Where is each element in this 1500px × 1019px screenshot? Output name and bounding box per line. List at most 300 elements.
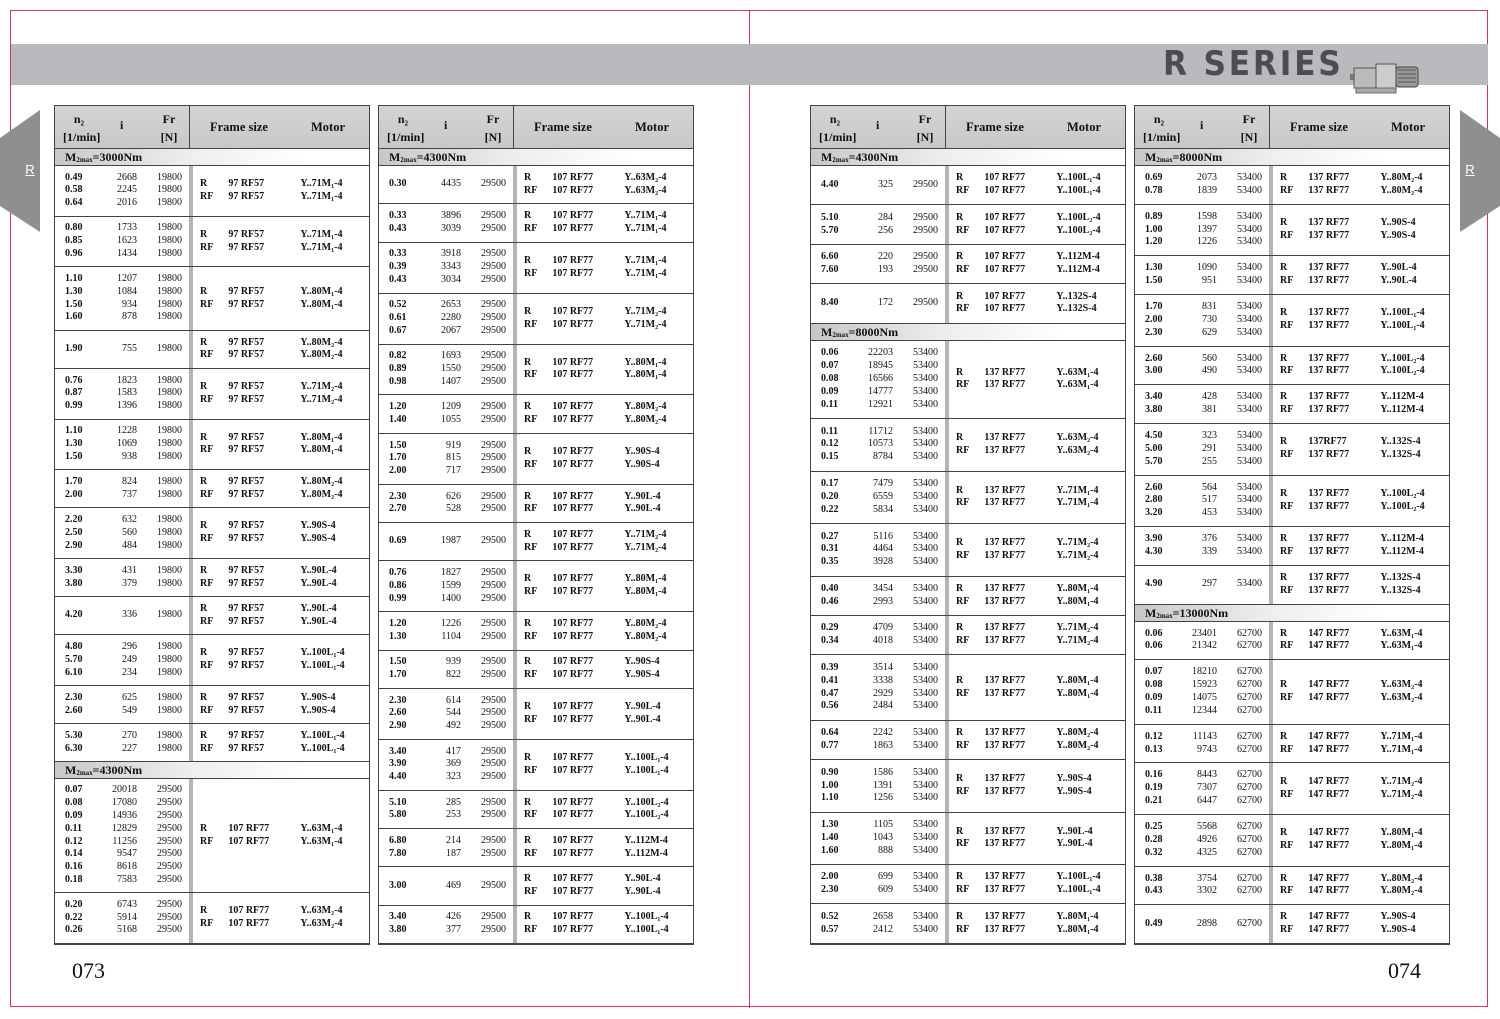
motor-type: Y..100L₁-4 bbox=[1056, 871, 1101, 883]
frame-cell bbox=[945, 760, 1125, 811]
force-value: 19800 bbox=[157, 514, 182, 526]
n2-value: 1.10 bbox=[65, 273, 83, 285]
table-row bbox=[1135, 578, 1269, 591]
force-value: 29500 bbox=[481, 535, 506, 547]
frame-size: 147 RF77 bbox=[1308, 885, 1350, 897]
frame-line bbox=[1273, 185, 1449, 198]
ratio-value: 490 bbox=[1202, 365, 1217, 377]
force-value: 62700 bbox=[1237, 769, 1262, 781]
frame-line bbox=[1273, 628, 1449, 641]
frame-cell bbox=[513, 906, 693, 943]
mount-type: RF bbox=[956, 444, 970, 456]
ratio-value: 5834 bbox=[873, 503, 893, 515]
n2-value: 0.41 bbox=[821, 674, 839, 686]
motor-type: Y..80M₂-4 bbox=[300, 488, 343, 500]
frame-line bbox=[517, 631, 693, 644]
ratio-cell bbox=[811, 284, 945, 322]
force-value: 29500 bbox=[481, 834, 506, 846]
ratio-cell bbox=[1135, 256, 1269, 294]
mount-type: R bbox=[956, 871, 964, 883]
frame-cell bbox=[945, 205, 1125, 243]
force-value: 53400 bbox=[913, 372, 938, 384]
table-row-group bbox=[1135, 385, 1449, 424]
n2-value: 0.12 bbox=[821, 438, 839, 450]
ratio-cell bbox=[811, 577, 945, 615]
mount-type: R bbox=[956, 674, 964, 686]
frame-line bbox=[1273, 217, 1449, 230]
table-row-group bbox=[811, 865, 1125, 904]
motor-type: Y..71M₂-4 bbox=[1380, 775, 1423, 787]
frame-line bbox=[517, 503, 693, 516]
table-row bbox=[379, 210, 513, 223]
ratio-value: 2929 bbox=[873, 687, 893, 699]
motor-type: Y..71M₂-4 bbox=[624, 318, 667, 330]
subscript: 2max bbox=[1156, 611, 1173, 620]
ratio-value: 831 bbox=[1202, 301, 1217, 313]
motor-type: Y..80M₂-4 bbox=[624, 618, 667, 630]
frame-line bbox=[1273, 262, 1449, 275]
table-row bbox=[811, 911, 945, 924]
force-value: 29500 bbox=[481, 656, 506, 668]
motor-type: Y..112M-4 bbox=[1380, 545, 1424, 557]
n2-value: 6.60 bbox=[821, 251, 839, 263]
col-fr-label: Fr bbox=[1242, 112, 1256, 126]
force-value: 19800 bbox=[157, 247, 182, 259]
table-row-group bbox=[1135, 166, 1449, 205]
table-row bbox=[379, 631, 513, 644]
table-row bbox=[1135, 692, 1269, 705]
table-row bbox=[379, 178, 513, 191]
table-row bbox=[379, 911, 513, 924]
table-row bbox=[1135, 430, 1269, 443]
force-value: 53400 bbox=[913, 871, 938, 883]
mount-type: RF bbox=[956, 884, 970, 896]
motor-type: Y..112M-4 bbox=[1380, 404, 1424, 416]
force-value: 29500 bbox=[481, 312, 506, 324]
frame-cell bbox=[1269, 205, 1449, 256]
frame-size: 147 RF77 bbox=[1308, 730, 1350, 742]
ratio-cell bbox=[1135, 166, 1269, 204]
table-row bbox=[1135, 494, 1269, 507]
frame-cell bbox=[1269, 385, 1449, 423]
table-row bbox=[1135, 834, 1269, 847]
mount-type: R bbox=[200, 380, 208, 392]
force-value: 29500 bbox=[157, 810, 182, 822]
force-value: 19800 bbox=[157, 526, 182, 538]
header-divider bbox=[513, 106, 514, 148]
frame-line bbox=[1273, 885, 1449, 898]
motor-type: Y..80M₁-4 bbox=[1056, 674, 1099, 686]
force-value: 53400 bbox=[1237, 172, 1262, 184]
frame-cell bbox=[513, 485, 693, 522]
ratio-value: 1207 bbox=[117, 273, 137, 285]
force-value: 29500 bbox=[481, 503, 506, 515]
force-value: 53400 bbox=[913, 635, 938, 647]
force-value: 29500 bbox=[481, 879, 506, 891]
ratio-value: 1043 bbox=[873, 831, 893, 843]
motor-type: Y..63M₂-4 bbox=[624, 184, 667, 196]
force-value: 29500 bbox=[157, 822, 182, 834]
n2-value: 0.20 bbox=[821, 490, 839, 502]
frame-line bbox=[949, 251, 1125, 264]
motor-type: Y..90S-4 bbox=[624, 458, 660, 470]
frame-line bbox=[193, 394, 369, 407]
frame-size: 107 RF77 bbox=[984, 211, 1026, 223]
frame-line bbox=[193, 660, 369, 673]
table-row bbox=[1135, 769, 1269, 782]
frame-line bbox=[949, 225, 1125, 238]
table-row bbox=[379, 758, 513, 771]
force-value: 62700 bbox=[1237, 833, 1262, 845]
ratio-value: 7307 bbox=[1197, 782, 1217, 794]
frame-line bbox=[949, 924, 1125, 937]
n2-value: 0.21 bbox=[1145, 795, 1163, 807]
force-value: 29500 bbox=[481, 452, 506, 464]
table-row-group bbox=[55, 559, 369, 597]
table-row bbox=[811, 884, 945, 897]
n2-value: 0.64 bbox=[821, 727, 839, 739]
force-value: 53400 bbox=[913, 543, 938, 555]
force-value: 53400 bbox=[913, 739, 938, 751]
frame-size: 107 RF77 bbox=[552, 586, 594, 598]
frame-size: 107 RF77 bbox=[552, 458, 594, 470]
table-row bbox=[379, 325, 513, 338]
table-row-group bbox=[55, 779, 369, 893]
frame-size: 107 RF77 bbox=[552, 751, 594, 763]
mount-type: RF bbox=[956, 595, 970, 607]
frame-size: 107 RF77 bbox=[984, 303, 1026, 315]
mount-type: RF bbox=[956, 497, 970, 509]
force-value: 29500 bbox=[913, 178, 938, 190]
force-value: 53400 bbox=[1237, 481, 1262, 493]
n2-value: 5.10 bbox=[821, 211, 839, 223]
ratio-value: 888 bbox=[878, 844, 893, 856]
force-value: 29500 bbox=[481, 694, 506, 706]
mount-type: R bbox=[1280, 775, 1288, 787]
frame-size: 107 RF77 bbox=[552, 573, 594, 585]
ratio-value: 3039 bbox=[441, 222, 461, 234]
force-value: 62700 bbox=[1237, 885, 1262, 897]
n2-value: 0.96 bbox=[65, 247, 83, 259]
table-row bbox=[379, 401, 513, 414]
n2-value: 0.98 bbox=[389, 375, 407, 387]
ratio-cell bbox=[811, 524, 945, 575]
table-row bbox=[379, 491, 513, 504]
force-value: 53400 bbox=[913, 425, 938, 437]
frame-cell bbox=[1269, 347, 1449, 385]
table-row bbox=[1135, 404, 1269, 417]
motor-type: Y..100L₂-4 bbox=[1056, 211, 1101, 223]
n2-value: 1.30 bbox=[821, 819, 839, 831]
n2-value: 2.70 bbox=[389, 503, 407, 515]
frame-size: 107 RF77 bbox=[552, 528, 594, 540]
frame-size: 137 RF77 bbox=[984, 595, 1026, 607]
frame-size: 107 RF77 bbox=[552, 318, 594, 330]
frame-line bbox=[517, 255, 693, 268]
force-value: 19800 bbox=[157, 171, 182, 183]
ratio-cell bbox=[811, 904, 945, 942]
mount-type: RF bbox=[200, 742, 214, 754]
frame-line bbox=[949, 185, 1125, 198]
ratio-cell bbox=[1135, 566, 1269, 604]
motor-type: Y..112M-4 bbox=[624, 847, 668, 859]
ratio-value: 4709 bbox=[873, 622, 893, 634]
ratio-cell bbox=[55, 331, 189, 368]
force-value: 29500 bbox=[481, 210, 506, 222]
col-i-header: i bbox=[444, 118, 448, 132]
table-row bbox=[55, 514, 189, 527]
frame-cell bbox=[513, 395, 693, 432]
ratio-value: 815 bbox=[446, 452, 461, 464]
table-row bbox=[379, 312, 513, 325]
n2-value: 0.43 bbox=[1145, 885, 1163, 897]
frame-line bbox=[1273, 640, 1449, 653]
frame-size: 107 RF77 bbox=[552, 414, 594, 426]
frame-line bbox=[1273, 692, 1449, 705]
n2-value: 0.11 bbox=[65, 822, 82, 834]
ratio-value: 187 bbox=[446, 847, 461, 859]
frame-line bbox=[1273, 230, 1449, 243]
n2-value: 1.30 bbox=[1145, 262, 1163, 274]
force-value: 29500 bbox=[481, 630, 506, 642]
col-i-header: i bbox=[1200, 118, 1204, 132]
mount-type: RF bbox=[200, 533, 214, 545]
mount-type: RF bbox=[200, 393, 214, 405]
motor-type: Y..100L₂-4 bbox=[624, 809, 669, 821]
table-row bbox=[811, 212, 945, 225]
ratio-value: 4325 bbox=[1197, 846, 1217, 858]
force-value: 29500 bbox=[913, 224, 938, 236]
table-row bbox=[55, 400, 189, 413]
force-value: 62700 bbox=[1237, 782, 1262, 794]
force-value: 53400 bbox=[913, 360, 938, 372]
n2-value: 0.12 bbox=[65, 835, 83, 847]
n2-value: 0.47 bbox=[821, 687, 839, 699]
ratio-cell bbox=[1135, 725, 1269, 763]
mount-type: R bbox=[524, 701, 532, 712]
motor-type: Y..132S-4 bbox=[1056, 290, 1097, 302]
ratio-value: 417 bbox=[446, 745, 461, 757]
ratio-value: 1623 bbox=[117, 235, 137, 247]
force-value: 29500 bbox=[481, 439, 506, 451]
ratio-value: 3928 bbox=[873, 556, 893, 568]
force-value: 29500 bbox=[481, 324, 506, 336]
motor-type: Y..90L-4 bbox=[300, 564, 337, 576]
frame-size: 147 RF77 bbox=[1308, 788, 1350, 800]
ratio-value: 15923 bbox=[1192, 679, 1217, 691]
ratio-value: 5116 bbox=[873, 530, 893, 542]
frame-size: 147 RF77 bbox=[1308, 872, 1350, 884]
frame-cell bbox=[513, 345, 693, 395]
ratio-value: 3754 bbox=[1197, 872, 1217, 884]
ratio-value: 2898 bbox=[1197, 917, 1217, 929]
table-row bbox=[811, 556, 945, 569]
frame-cell bbox=[513, 867, 693, 904]
table-row bbox=[379, 223, 513, 236]
col-fr-header bbox=[915, 110, 935, 146]
ratio-value: 1863 bbox=[873, 739, 893, 751]
col-fr-header bbox=[483, 110, 503, 146]
ratio-value: 1407 bbox=[441, 375, 461, 387]
table-row bbox=[811, 635, 945, 648]
motor-type: Y..63M₁-4 bbox=[300, 822, 343, 834]
ratio-value: 336 bbox=[122, 609, 137, 621]
force-value: 29500 bbox=[481, 261, 506, 273]
mount-type: R bbox=[524, 210, 532, 222]
frame-size: 107 RF77 bbox=[984, 172, 1026, 184]
frame-size: 137 RF77 bbox=[1308, 184, 1350, 196]
mount-type: R bbox=[956, 825, 964, 837]
table-row-group bbox=[55, 217, 369, 268]
frame-line bbox=[517, 809, 693, 822]
ratio-value: 234 bbox=[122, 666, 137, 678]
table-row bbox=[379, 880, 513, 893]
table-row-group bbox=[811, 341, 1125, 420]
table-row-group bbox=[811, 904, 1125, 943]
force-value: 19800 bbox=[157, 342, 182, 354]
mount-type: R bbox=[524, 356, 532, 368]
motor-type: Y..90S-4 bbox=[624, 656, 660, 668]
ratio-value: 1256 bbox=[873, 792, 893, 804]
header-divider bbox=[1269, 106, 1270, 148]
frame-line bbox=[517, 401, 693, 414]
frame-line bbox=[193, 918, 369, 931]
mount-type: RF bbox=[524, 267, 538, 279]
table-row-group bbox=[55, 508, 369, 559]
frame-size: 107 RF77 bbox=[552, 701, 594, 712]
frame-line bbox=[949, 485, 1125, 498]
table-row bbox=[1135, 172, 1269, 185]
ratio-value: 323 bbox=[1202, 430, 1217, 442]
mount-type: RF bbox=[200, 190, 214, 202]
force-value: 53400 bbox=[1237, 442, 1262, 454]
force-value: 29500 bbox=[481, 745, 506, 757]
table-row bbox=[379, 376, 513, 389]
mount-type: R bbox=[524, 445, 532, 457]
frame-size: 107 RF77 bbox=[552, 305, 594, 317]
ratio-cell bbox=[1135, 347, 1269, 385]
table-row bbox=[55, 540, 189, 553]
motor-type: Y..80M₁-4 bbox=[1056, 687, 1099, 699]
motor-type: Y..63M₁-4 bbox=[1056, 379, 1099, 391]
frame-line bbox=[1273, 488, 1449, 501]
n2-value: 0.29 bbox=[821, 622, 839, 634]
frame-line bbox=[517, 185, 693, 198]
mount-type: RF bbox=[200, 241, 214, 253]
frame-line bbox=[949, 740, 1125, 753]
ratio-value: 17080 bbox=[112, 797, 137, 809]
header-divider bbox=[189, 106, 190, 148]
frame-line bbox=[193, 229, 369, 242]
motor-type: Y..100L₁-4 bbox=[624, 764, 669, 776]
table-row bbox=[1135, 782, 1269, 795]
mount-type: RF bbox=[524, 184, 538, 196]
force-value: 53400 bbox=[1237, 430, 1262, 442]
n2-value: 1.00 bbox=[1145, 223, 1163, 235]
frame-size: 97 RF57 bbox=[228, 285, 265, 297]
frame-line bbox=[517, 586, 693, 599]
table-row bbox=[811, 386, 945, 399]
motor-type: Y..100L₁-4 bbox=[1056, 884, 1101, 896]
table-row-group bbox=[379, 612, 693, 650]
ratio-value: 14075 bbox=[1192, 691, 1217, 703]
table-row bbox=[1135, 262, 1269, 275]
frame-line bbox=[517, 573, 693, 586]
motor-type: Y..71M₁-4 bbox=[1056, 484, 1099, 496]
n2-value: 0.09 bbox=[821, 385, 839, 397]
table-row-group bbox=[1135, 905, 1449, 944]
frame-line bbox=[1273, 546, 1449, 559]
frame-size: 107 RF77 bbox=[552, 445, 594, 457]
ratio-value: 11256 bbox=[112, 835, 137, 847]
force-value: 29500 bbox=[481, 592, 506, 604]
motor-type: Y..90L-4 bbox=[624, 873, 661, 885]
ratio-value: 560 bbox=[1202, 352, 1217, 364]
frame-size: 147 RF77 bbox=[1308, 743, 1350, 755]
frame-line bbox=[193, 349, 369, 362]
frame-cell bbox=[1269, 295, 1449, 346]
force-value: 62700 bbox=[1237, 679, 1262, 691]
table-row bbox=[811, 845, 945, 858]
frame-line bbox=[517, 714, 693, 727]
frame-size: 137 RF77 bbox=[1308, 262, 1350, 274]
ratio-value: 6559 bbox=[873, 490, 893, 502]
ratio-cell bbox=[811, 205, 945, 243]
subscript: 2max bbox=[832, 156, 849, 164]
ratio-value: 1400 bbox=[441, 592, 461, 604]
motor-type: Y..71M₂-4 bbox=[1380, 788, 1423, 800]
n2-value: 3.40 bbox=[389, 745, 407, 757]
ratio-cell bbox=[379, 561, 513, 611]
col-n2-unit: [1/min] bbox=[819, 130, 857, 144]
mount-type: R bbox=[1280, 571, 1288, 583]
table-row-group bbox=[379, 345, 693, 396]
n2-value: 0.07 bbox=[821, 360, 839, 372]
frame-size: 107 RF77 bbox=[552, 222, 594, 234]
force-value: 29500 bbox=[481, 924, 506, 936]
n2-value: 5.70 bbox=[821, 224, 839, 236]
table-row bbox=[379, 848, 513, 861]
table-row bbox=[55, 609, 189, 622]
ratio-value: 9547 bbox=[117, 848, 137, 860]
motor-type: Y..71M₁-4 bbox=[300, 241, 343, 253]
table-row bbox=[1135, 314, 1269, 327]
ratio-value: 249 bbox=[122, 653, 137, 665]
table-row bbox=[811, 780, 945, 793]
table-row-group bbox=[811, 284, 1125, 323]
frame-size: 147 RF77 bbox=[1308, 924, 1350, 936]
table-row-group bbox=[379, 740, 693, 791]
motor-type: Y..80M₂-4 bbox=[1380, 172, 1423, 184]
motor-type: Y..71M₁-4 bbox=[300, 178, 343, 190]
n2-value: 1.60 bbox=[65, 311, 83, 323]
frame-cell bbox=[189, 331, 369, 368]
n2-value: 0.69 bbox=[389, 535, 407, 547]
tab-label-right: R bbox=[1465, 162, 1475, 177]
force-value: 53400 bbox=[913, 884, 938, 896]
table-row-group bbox=[811, 419, 1125, 471]
n2-value: 0.15 bbox=[821, 451, 839, 463]
motor-type: Y..80M₁-4 bbox=[1380, 827, 1423, 839]
table-row-group bbox=[811, 577, 1125, 616]
force-value: 53400 bbox=[913, 347, 938, 359]
force-value: 53400 bbox=[1237, 236, 1262, 248]
motor-type: Y..90L-4 bbox=[624, 713, 661, 725]
ratio-cell bbox=[379, 740, 513, 790]
frame-size: 107 RF77 bbox=[552, 503, 594, 515]
frame-line bbox=[517, 357, 693, 370]
frame-line bbox=[949, 838, 1125, 851]
